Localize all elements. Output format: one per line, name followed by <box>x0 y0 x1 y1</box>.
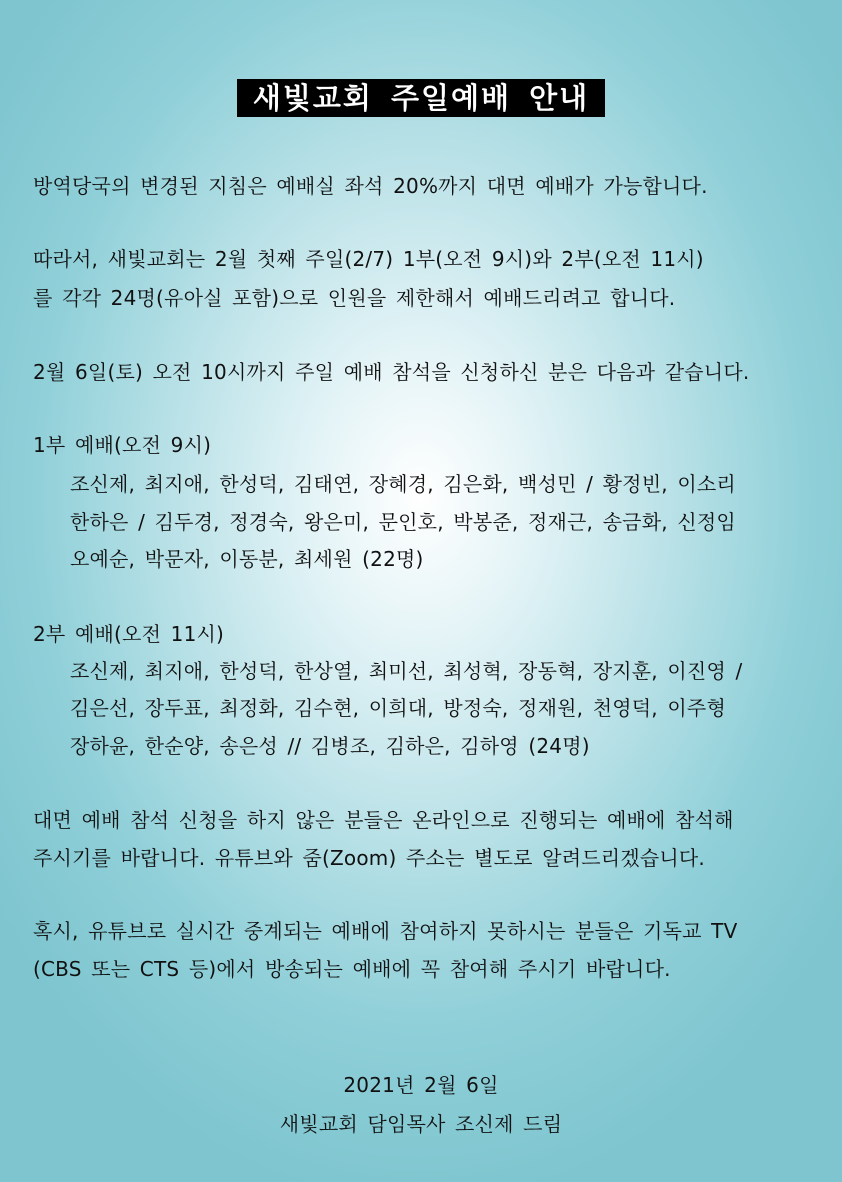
service2-attendees-line-1: 조신제, 최지애, 한성덕, 한상열, 최미선, 최성혁, 장동혁, 장지훈, 이진영 / <box>70 659 743 683</box>
service1-attendees-line-3: 오예순, 박문자, 이동분, 최세원 (22명) <box>70 547 424 571</box>
tv-text-line-2: (CBS 또는 CTS 등)에서 방송되는 예배에 꼭 참여해 주시기 바랍니다. <box>33 957 671 981</box>
online-text-line-2: 주시기를 바랍니다. 유튜브와 줌(Zoom) 주소는 별도로 알려드리겠습니다. <box>33 846 705 870</box>
plan-text-line-1: 따라서, 새빛교회는 2월 첫째 주일(2/7) 1부(오전 9시)와 2부(오전 11시) <box>33 247 704 271</box>
notice-date: 2021년 2월 6일 <box>343 1073 499 1097</box>
plan-text-line-2: 를 각각 24명(유아실 포함)으로 인원을 제한해서 예배드리려고 합니다. <box>33 286 676 310</box>
service1-attendees-line-2: 한하은 / 김두경, 정경숙, 왕은미, 문인호, 박봉준, 정재근, 송금화, 신정임 <box>70 510 736 534</box>
signup-note: 2월 6일(토) 오전 10시까지 주일 예배 참석을 신청하신 분은 다음과 같습니다. <box>33 360 750 384</box>
service2-attendees-line-2: 김은선, 장두표, 최정화, 김수현, 이희대, 방정숙, 정재원, 천영덕, 이주형 <box>70 696 726 720</box>
tv-text-line-1: 혹시, 유튜브로 실시간 중계되는 예배에 참여하지 못하시는 분들은 기독교 TV <box>33 919 738 943</box>
service2-heading: 2부 예배(오전 11시) <box>33 622 225 646</box>
intro-text: 방역당국의 변경된 지침은 예배실 좌석 20%까지 대면 예배가 가능합니다. <box>33 174 708 198</box>
service1-heading: 1부 예배(오전 9시) <box>33 433 212 457</box>
page-title: 새빛교회 주일예배 안내 <box>237 79 605 117</box>
online-text-line-1: 대면 예배 참석 신청을 하지 않은 분들은 온라인으로 진행되는 예배에 참석해 <box>33 808 734 832</box>
title-container <box>0 79 842 117</box>
service1-attendees-line-1: 조신제, 최지애, 한성덕, 김태연, 장혜경, 김은화, 백성민 / 황정빈, 이소리 <box>70 472 736 496</box>
signature: 새빛교회 담임목사 조신제 드림 <box>279 1112 563 1136</box>
service2-attendees-line-3: 장하윤, 한순양, 송은성 // 김병조, 김하은, 김하영 (24명) <box>70 734 590 758</box>
